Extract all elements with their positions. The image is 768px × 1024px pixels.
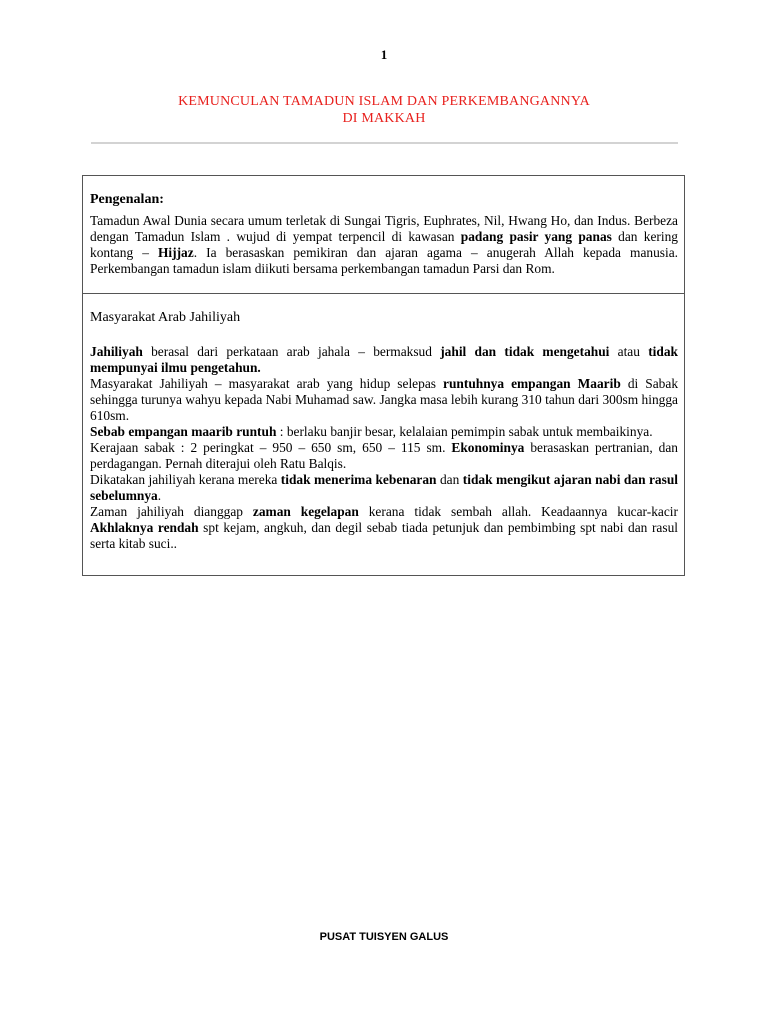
p5-bold-2: tidak mengikut ajaran nabi dan rasul sebelumnya (90, 472, 678, 503)
intro-bold-1: padang pasir yang panas (460, 229, 612, 244)
p1-bold-3: tidak mempunyai ilmu pengetahun. (90, 344, 678, 375)
p6-text-c: kerana tidak sembah allah. Keadaannya kucar-kacir (358, 504, 678, 519)
jahiliyah-paragraph-1 (90, 344, 678, 376)
intro-text-c: dan kering kontang – (90, 229, 679, 260)
p4-text-c: berasaskan pertranian, dan perdagangan. Pernah diterajui oleh Ratu Balqis. (90, 440, 678, 471)
p6-text-d: spt kejam, angkuh, dan degil sebab tiada petunjuk dan pembimbing spt nabi dan rasul serta kitab suci.. (90, 520, 678, 551)
jahiliyah-paragraph-2 (90, 376, 678, 424)
p2-bold-1: runtuhnya empangan Maarib (443, 376, 621, 391)
p4-bold-1: Ekonominya (451, 440, 525, 455)
p5-text-c: dan (436, 472, 463, 487)
jahiliyah-box (82, 293, 685, 576)
intro-text-d: . Ia berasaskan pemikiran dan ajaran agama – anugerah Allah kepada manusia. Perkembangan tamadun islam diikuti bersama perkembangan tamadun Parsi dan Rom. (90, 245, 679, 276)
title-divider (91, 142, 678, 144)
page-number: 1 (380, 47, 388, 62)
document-title (0, 93, 768, 127)
intro-text-a: Tamadun Awal Dunia secara umum terletak di Sungai Tigris, Euphrates, Nil, Hwang Ho, dan Indus. Berbeza dengan Tamadun Islam . wujud di yempat terpencil di kawasan (90, 213, 678, 244)
intro-heading: Pengenalan: (90, 192, 164, 207)
p1-bold-1: Jahiliyah (90, 344, 143, 359)
p5-text-d: . (157, 488, 162, 503)
intro-bold-2: Hijjaz (158, 245, 194, 260)
jahiliyah-heading: Masyarakat Arab Jahiliyah (90, 310, 241, 325)
p6-bold-2: Akhlaknya rendah (90, 520, 199, 535)
p5-bold-1: tidak menerima kebenaran (280, 472, 437, 487)
p6-text-a: Zaman jahiliyah dianggap (90, 504, 253, 519)
p3-bold-1: Sebab empangan maarib runtuh (90, 424, 277, 439)
p1-bold-2: jahil dan tidak mengetahui (440, 344, 610, 359)
title-line-2: DI MAKKAH (342, 111, 426, 126)
page-footer: PUSAT TUISYEN GALUS (319, 931, 449, 943)
title-line-1: KEMUNCULAN TAMADUN ISLAM DAN PERKEMBANGANNYA (178, 94, 590, 109)
p1-text-a: berasal dari perkataan arab jahala – bermaksud (142, 344, 441, 359)
p2-text-c: di Sabak sehingga turunya wahyu kepada Nabi Muhamad saw. Jangka masa lebih kurang 310 tahun dari 300sm hingga 610sm. (90, 376, 679, 423)
intro-box (82, 175, 685, 294)
jahiliyah-paragraph-3 (90, 424, 678, 440)
jahiliyah-paragraph-5 (90, 472, 678, 504)
jahiliyah-paragraph-4 (90, 440, 678, 472)
p3-text-a: : berlaku banjir besar, kelalaian pemimpin sabak untuk membaikinya. (276, 424, 653, 439)
intro-paragraph (90, 213, 678, 277)
jahiliyah-paragraph-6 (90, 504, 678, 552)
p2-text-a: Masyarakat Jahiliyah – masyarakat arab yang hidup selepas (90, 376, 444, 391)
p1-text-c: atau (609, 344, 649, 359)
p6-bold-1: zaman kegelapan (252, 504, 359, 519)
p4-text-a: Kerajaan sabak : 2 peringkat – 950 – 650 sm, 650 – 115 sm. (90, 440, 452, 455)
p5-text-a: Dikatakan jahiliyah kerana mereka (90, 472, 281, 487)
